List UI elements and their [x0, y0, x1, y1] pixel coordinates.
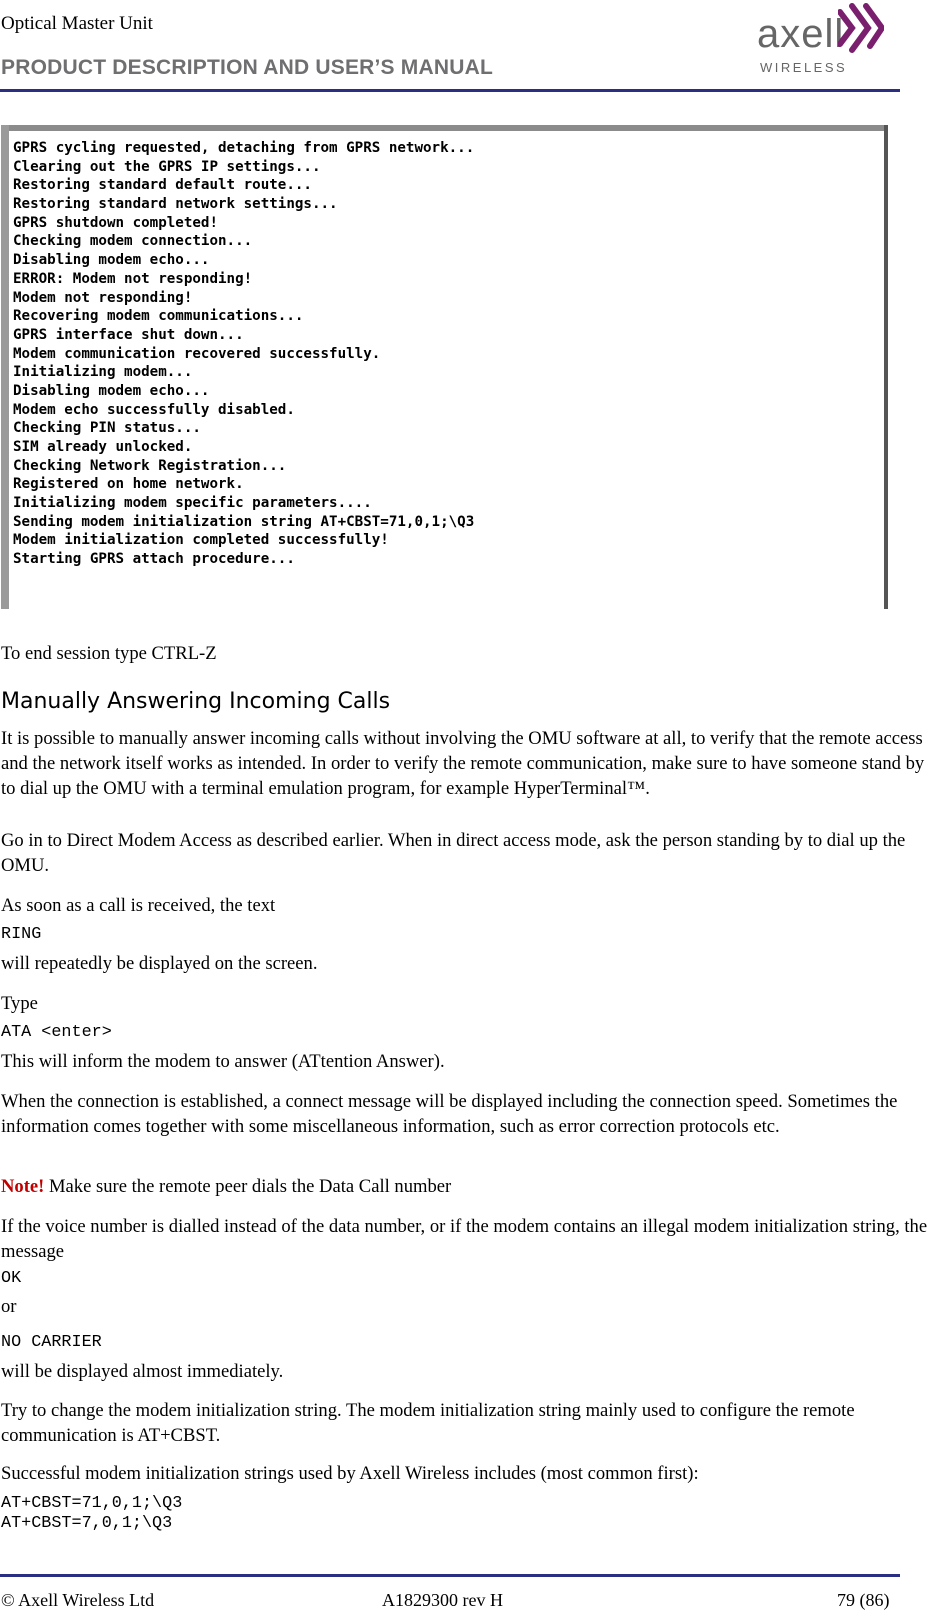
- paragraph: Type: [1, 993, 38, 1014]
- header-subtitle: PRODUCT DESCRIPTION AND USER’S MANUAL: [1, 56, 493, 79]
- code-ok: OK: [1, 1269, 22, 1288]
- terminal-output: [13, 139, 474, 569]
- terminal-line: Initializing modem specific parameters....: [13, 495, 372, 512]
- paragraph: This will inform the modem to answer (ATtention Answer).: [1, 1051, 445, 1072]
- terminal-line: Disabling modem echo...: [13, 252, 210, 269]
- terminal-line: GPRS cycling requested, detaching from GPRS network...: [13, 140, 475, 156]
- terminal-right-border: [884, 125, 888, 609]
- footer-rule: [0, 1574, 900, 1577]
- terminal-line: Clearing out the GPRS IP settings...: [13, 158, 321, 175]
- paragraph: Go in to Direct Modem Access as described earlier. When in direct access mode, ask the person standing by to dial up the OMU.: [1, 830, 906, 876]
- paragraph: will be displayed almost immediately.: [1, 1361, 284, 1382]
- section-heading: Manually Answering Incoming Calls: [1, 689, 391, 714]
- axell-logo: [752, 0, 910, 80]
- terminal-line: Checking modem connection...: [13, 233, 253, 250]
- terminal-line: Registered on home network.: [13, 476, 244, 493]
- paragraph: Successful modem initialization strings used by Axell Wireless includes (most common first):: [1, 1463, 699, 1484]
- header-rule: [0, 89, 900, 92]
- terminal-line: Restoring standard network settings...: [13, 196, 338, 213]
- terminal-line: Modem communication recovered successfully.: [13, 345, 381, 362]
- terminal-line: Recovering modem communications...: [13, 308, 304, 325]
- footer-doc-number: A1829300 rev H: [382, 1590, 503, 1610]
- end-session-text: To end session type CTRL-Z: [1, 643, 217, 664]
- terminal-left-border: [1, 125, 9, 609]
- terminal-line: GPRS interface shut down...: [13, 326, 244, 343]
- note: [1, 1174, 931, 1199]
- code-ring: RING: [1, 925, 42, 944]
- terminal-line: SIM already unlocked.: [13, 439, 193, 455]
- terminal-top-border: [1, 125, 888, 131]
- note-text: Make sure the remote peer dials the Data Call number: [44, 1176, 452, 1197]
- terminal-line: Sending modem initialization string AT+CBST=71,0,1;\Q3: [13, 513, 475, 530]
- paragraph: or: [1, 1296, 17, 1317]
- terminal-line: Disabling modem echo...: [13, 382, 210, 399]
- code-init-string: AT+CBST=71,0,1;\Q3: [1, 1494, 183, 1513]
- code-ata: ATA <enter>: [1, 1023, 112, 1042]
- terminal-screenshot: [1, 125, 888, 609]
- paragraph: If the voice number is dialled instead of the data number, or if the modem contains an illegal modem initialization string, the message: [1, 1216, 928, 1262]
- terminal-line: GPRS shutdown completed!: [13, 214, 218, 231]
- header-title: Optical Master Unit: [1, 13, 153, 34]
- logo-chevrons-icon: [838, 2, 884, 54]
- paragraph: As soon as a call is received, the text: [1, 895, 276, 916]
- terminal-line: Checking Network Registration...: [13, 457, 287, 474]
- terminal-line: Restoring standard default route...: [13, 177, 312, 194]
- logo-text: axell: [757, 12, 845, 56]
- terminal-line: Modem initialization completed successfully!: [13, 532, 389, 549]
- paragraph: will repeatedly be displayed on the screen.: [1, 953, 318, 974]
- code-no-carrier: NO CARRIER: [1, 1333, 102, 1352]
- footer-page-number: 79 (86): [837, 1590, 890, 1610]
- terminal-line: Starting GPRS attach procedure...: [13, 551, 295, 568]
- note-label: Note!: [1, 1176, 45, 1197]
- paragraph: When the connection is established, a connect message will be displayed including the connection speed. Sometimes the information comes together with some miscellaneous information, such as error correction protocols etc.: [1, 1091, 898, 1137]
- paragraph: It is possible to manually answer incoming calls without involving the OMU software at all, to verify that the remote access and the network itself works as intended. In order to verify the remote communication, make sure to have someone stand by to dial up the OMU with a terminal emulation program, for example HyperTerminal™.: [1, 728, 925, 799]
- code-init-string: AT+CBST=7,0,1;\Q3: [1, 1514, 173, 1533]
- terminal-line: Initializing modem...: [13, 364, 193, 381]
- footer-copyright: © Axell Wireless Ltd: [1, 1590, 155, 1610]
- terminal-line: Modem not responding!: [13, 289, 193, 306]
- terminal-line: ERROR: Modem not responding!: [13, 270, 253, 287]
- terminal-line: Checking PIN status...: [13, 420, 201, 437]
- paragraph: Try to change the modem initialization string. The modem initialization string mainly used to configure the remote communication is AT+CBST.: [1, 1400, 855, 1446]
- terminal-line: Modem echo successfully disabled.: [13, 401, 295, 418]
- logo-subtext: WIRELESS: [760, 60, 848, 75]
